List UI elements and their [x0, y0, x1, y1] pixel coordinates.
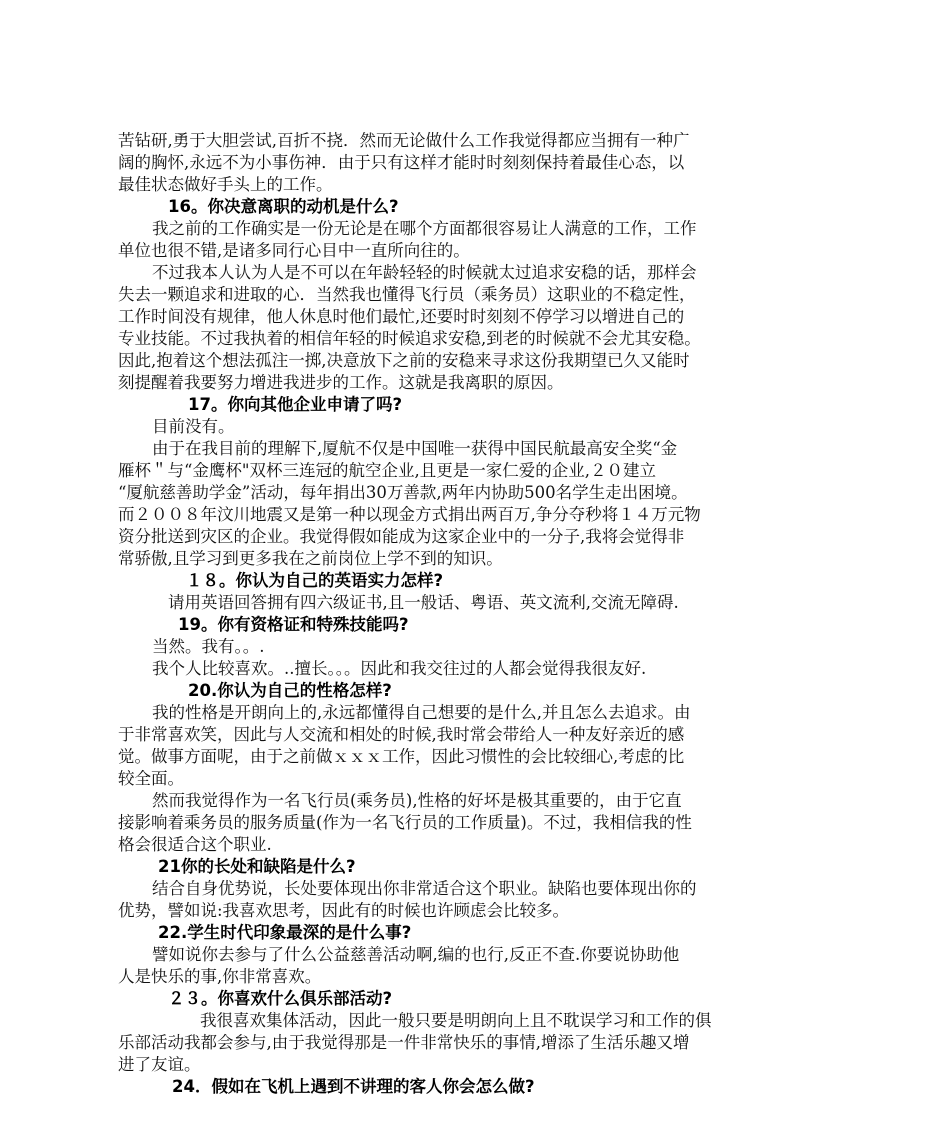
- body-line: 我很喜欢集体活动，因此一般只要是明朗向上且不耽误学习和工作的俱: [200, 1011, 712, 1030]
- question-heading-18: １８。你认为自己的英语实力怎样?: [186, 571, 444, 590]
- question-heading-21: 21你的长处和缺陷是什么?: [158, 857, 356, 876]
- body-line: 然而我觉得作为一名飞行员(乘务员),性格的好坏是极其重要的，由于它直: [152, 791, 682, 810]
- question-heading-17: 17。你向其他企业申请了吗?: [188, 395, 403, 414]
- body-line: 于非常喜欢笑，因此与人交流和相处的时候,我时常会带给人一种友好亲近的感: [118, 725, 685, 744]
- body-line: 优势，譬如说:我喜欢思考，因此有的时候也许顾虑会比较多。: [118, 901, 570, 920]
- body-line: 接影响着乘务员的服务质量(作为一名飞行员的工作质量)。不过，我相信我的性: [118, 813, 692, 832]
- body-line: 格会很适合这个职业.: [118, 835, 272, 854]
- body-line: 常骄傲,且学习到更多我在之前岗位上学不到的知识。: [118, 549, 503, 568]
- question-heading-23: ２３。你喜欢什么俱乐部活动?: [168, 989, 393, 1008]
- question-heading-20: 20.你认为自己的性格怎样?: [188, 681, 392, 700]
- body-line: “厦航慈善助学金”活动，每年捐出30万善款,两年内协助500名学生走出困境。: [118, 483, 688, 502]
- body-line: 雁杯＂与“金鹰杯"双杯三连冠的航空企业,且更是一家仁爱的企业,２０建立: [118, 461, 657, 480]
- body-line: 譬如说你去参与了什么公益慈善活动啊,编的也行,反正不查.你要说协助他: [152, 945, 680, 964]
- body-line: 阔的胸怀,永远不为小事伤神．由于只有这样才能时时刻刻保持着最佳心态，以: [118, 153, 685, 172]
- body-line: 而２００８年汶川地震又是第一种以现金方式捐出两百万,争分夺秒将１４万元物: [118, 505, 701, 524]
- body-line: 我之前的工作确实是一份无论是在哪个方面都很容易让人满意的工作，工作: [152, 219, 697, 238]
- body-line: 因此,抱着这个想法孤注一掷,决意放下之前的安稳来寻求这份我期望已久又能时: [118, 351, 690, 370]
- body-line: 刻提醒着我要努力增进我进步的工作。这就是我离职的原因。: [118, 373, 564, 392]
- question-heading-16: 16。你决意离职的动机是什么?: [168, 197, 399, 216]
- question-heading-24: 24．假如在飞机上遇到不讲理的客人你会怎么做?: [172, 1077, 535, 1096]
- question-heading-19: 19。你有资格证和特殊技能吗?: [178, 615, 409, 634]
- body-line: 我个人比较喜欢。..擅长。。。因此和我交往过的人都会觉得我很友好.: [152, 659, 647, 678]
- body-line: 资分批送到灾区的企业。我觉得假如能成为这家企业中的一分子,我将会觉得非: [118, 527, 685, 546]
- body-line: 工作时间没有规律，他人休息时他们最忙,还要时时刻刻不停学习以增进自己的: [118, 307, 685, 326]
- body-line: 结合自身优势说，长处要体现出你非常适合这个职业。缺陷也要体现出你的: [152, 879, 697, 898]
- body-line: 较全面。: [118, 769, 184, 788]
- body-line: 失去一颗追求和进取的心．当然我也懂得飞行员（乘务员）这职业的不稳定性，: [118, 285, 696, 304]
- body-line: 乐部活动我都会参与,由于我觉得那是一件非常快乐的事情,增添了生活乐趣又增: [118, 1033, 690, 1052]
- body-line: 人是快乐的事,你非常喜欢。: [118, 967, 322, 986]
- body-line: 觉。做事方面呢，由于之前做ｘｘｘ工作，因此习惯性的会比较细心,考虑的比: [118, 747, 685, 766]
- body-line: 由于在我目前的理解下,厦航不仅是中国唯一获得中国民航最高安全奖“金: [152, 439, 678, 458]
- body-line: 我的性格是开朗向上的,永远都懂得自己想要的是什么,并且怎么去追求。由: [152, 703, 691, 722]
- body-line: 苦钻研,勇于大胆尝试,百折不挠．然而无论做什么工作我觉得都应当拥有一种广: [118, 131, 690, 150]
- body-line: 请用英语回答拥有四六级证书,且一般话、粤语、英文流利,交流无障碍.: [168, 593, 679, 612]
- body-line: 目前没有。: [152, 417, 235, 436]
- body-line: 单位也很不错,是诸多同行心目中一直所向往的。: [118, 241, 470, 260]
- body-line: 专业技能。不过我执着的相信年轻的时候追求安稳,到老的时候就不会尤其安稳。: [118, 329, 701, 348]
- body-line: 最佳状态做好手头上的工作。: [118, 175, 333, 194]
- body-line: 进了友谊。: [118, 1055, 201, 1074]
- body-line: 当然。我有。。.: [152, 637, 265, 656]
- question-heading-22: 22.学生时代印象最深的是什么事?: [158, 923, 412, 942]
- body-line: 不过我本人认为人是不可以在年龄轻轻的时候就太过追求安稳的话，那样会: [152, 263, 697, 282]
